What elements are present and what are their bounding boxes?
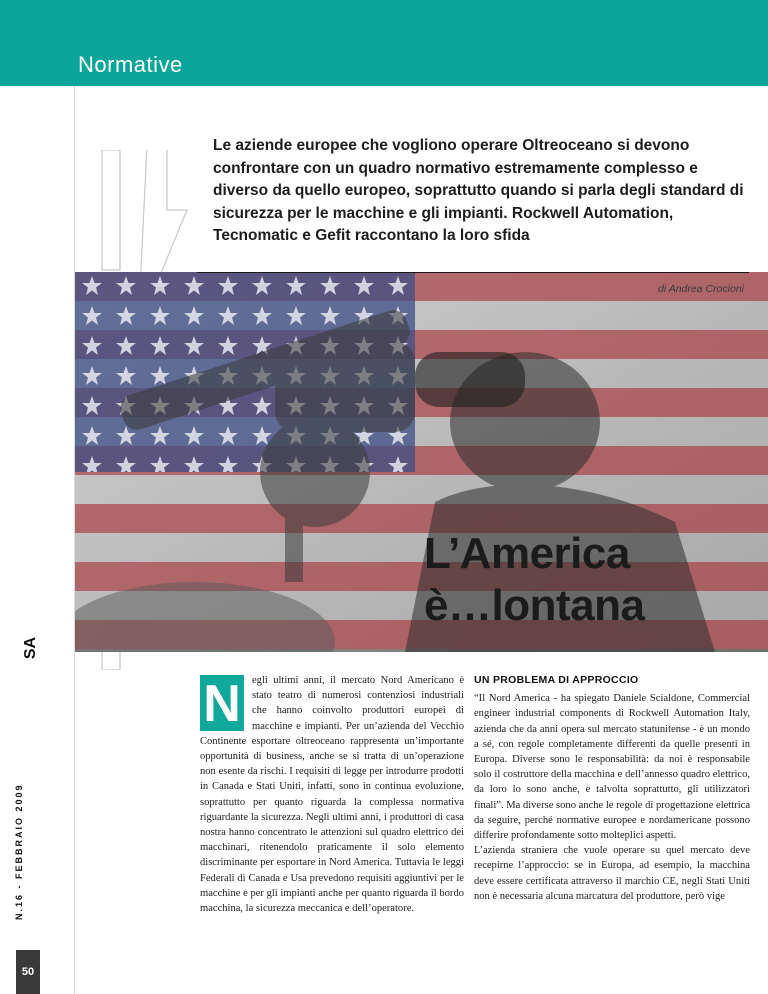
subheading: UN PROBLEMA DI APPROCCIO <box>474 674 639 686</box>
author-byline: di Andrea Crocioni <box>658 283 744 295</box>
column-2-paragraph-2: L’azienda straniera che vuole operare su quel mercato deve recepirne l’approccio: se in Europa, ad esempio, la macchina deve essere certificata attraverso il marchio CE, negli Stati Uniti non è necessaria alcuna marcatura del produttore, però vige <box>474 845 750 902</box>
left-rail <box>0 86 74 994</box>
headline-line-2: è…lontana <box>424 581 645 630</box>
hero-image <box>75 272 768 652</box>
page-number-box <box>16 950 40 994</box>
issue-label <box>14 690 34 930</box>
intro-text: Le aziende europee che vogliono operare Oltreoceano si devono confrontare con un quadro normativo estremamente complesso e diverso da quello europeo, soprattutto quando si parla degli standard di sicurezza per le macchine e gli impianti. Rockwell Automation, Tecnomatic e Gefit raccontano la loro sfida <box>213 137 744 244</box>
sa-logo <box>16 630 42 666</box>
page-number: 50 <box>21 966 35 978</box>
column-1-text: egli ultimi anni, il mercato Nord Americano è stato teatro di numerosi contenziosi industriali che hanno coinvolto produttori europei di macchine e impianti. Per un’azienda del Vecchio Continente esportare oltreoceano rappresenta un’importante opportunità di business, anche se si tratta di un’operazione non esente da rischi. I requisiti di legge per introdurre prodotti in Canada e Stati Uniti, infatti, sono in continua evoluzione, soprattutto per quanto riguarda la complessa normativa riguardante la sicurezza. Negli ultimi anni, i produttori di casa nostra hanno concentrato le attenzioni sul quadro elettrico dei macchinari, ritenendolo praticamente il solo elemento discriminante per esportare in Nord America. Tuttavia le leggi Federali di Canada e Usa prevedono requisiti aggiuntivi per le macchine e per gli impianti anche per quanto riguarda il bordo macchina, la sicurezza meccanica e dell’operatore. <box>200 675 464 915</box>
headline-line-1: L’America <box>424 529 630 578</box>
issue-text: N.16 - FEBBRAIO 2009 <box>14 783 24 920</box>
hero-top-rule <box>197 272 749 273</box>
logo-text: SA <box>22 636 39 660</box>
column-2-paragraph-1: “Il Nord America - ha spiegato Daniele Scialdone, Commercial engineer industrial components di Rockwell Automation Italy, azienda che da anni opera sul mercato statunitense - è un mondo a sé, con regole completamente differenti da quelle presenti in Europa. Diverse sono le responsabilità: da noi è responsabile solo il costruttore della macchina e dell’annesso quadro elettrico, da loro lo sono anche, e talvolta soprattutto, gli utilizzatori finali”. Ma diverse sono anche le regole di progettazione elettrica da seguire, perché normative europee e nordamericane possono differire profondamente sotto molteplici aspetti. <box>474 693 750 842</box>
section-label: Normative <box>78 52 183 77</box>
article-column-1 <box>200 673 464 916</box>
article-column-2 <box>474 673 750 904</box>
headline <box>424 528 644 632</box>
drop-cap: N <box>200 675 244 731</box>
flag-overlay-photo <box>75 272 768 652</box>
